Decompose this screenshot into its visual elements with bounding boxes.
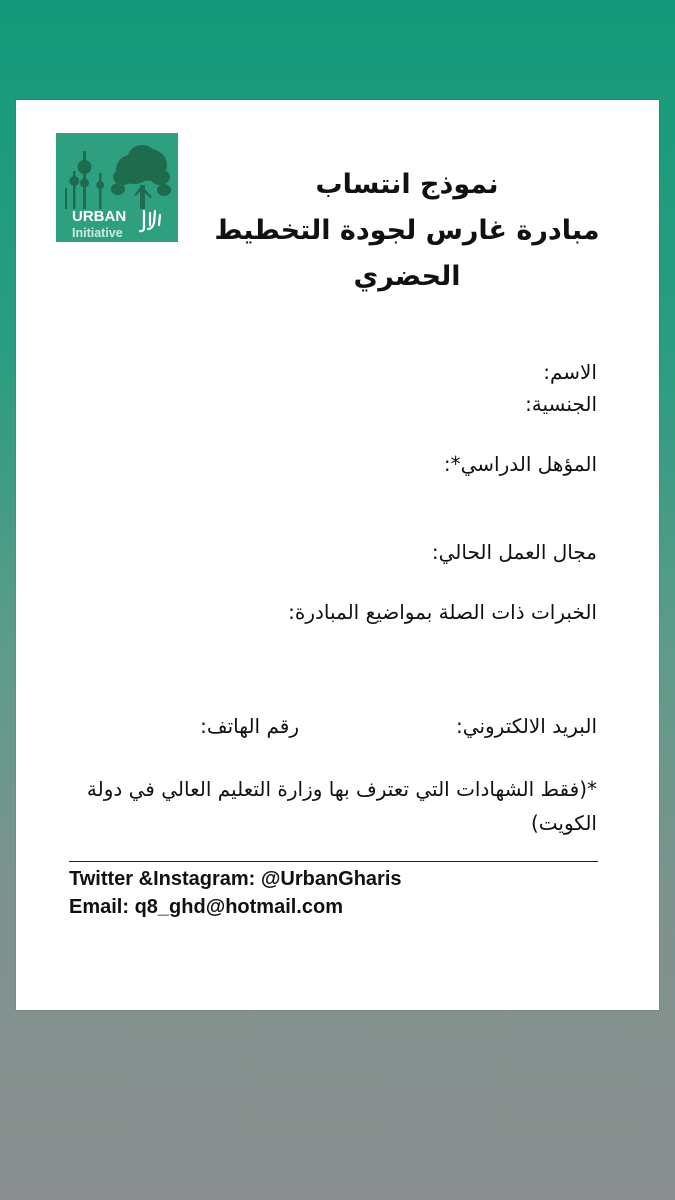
field-label-work-field: مجال العمل الحالي: xyxy=(431,540,597,564)
field-label-nationality: الجنسية: xyxy=(525,392,597,416)
contact-social: Twitter &Instagram: @UrbanGharis xyxy=(69,868,402,890)
contact-email: Email: q8_ghd@hotmail.com xyxy=(69,896,343,918)
field-label-experience: الخبرات ذات الصلة بمواضيع المبادرة: xyxy=(288,600,597,624)
logo-word-initiative: Initiative xyxy=(72,226,123,240)
divider-line xyxy=(69,861,598,862)
form-title xyxy=(197,162,617,300)
field-label-phone: رقم الهاتف: xyxy=(200,714,299,738)
urban-initiative-logo xyxy=(56,133,178,242)
application-form-card xyxy=(16,100,659,1010)
form-title-line-3: الحضري xyxy=(353,261,461,292)
field-label-email: البريد الالكتروني: xyxy=(456,714,597,738)
form-title-line-2: مبادرة غارس لجودة التخطيط xyxy=(214,215,600,246)
qualification-footnote: *(فقط الشهادات التي تعترف بها وزارة التعليم العالي في دولة الكويت) xyxy=(86,777,597,835)
form-title-line-1: نموذج انتساب xyxy=(315,169,499,200)
field-label-name: الاسم: xyxy=(543,360,597,384)
field-label-qualification: المؤهل الدراسي*: xyxy=(443,452,597,476)
logo-word-urban: URBAN xyxy=(72,208,127,225)
